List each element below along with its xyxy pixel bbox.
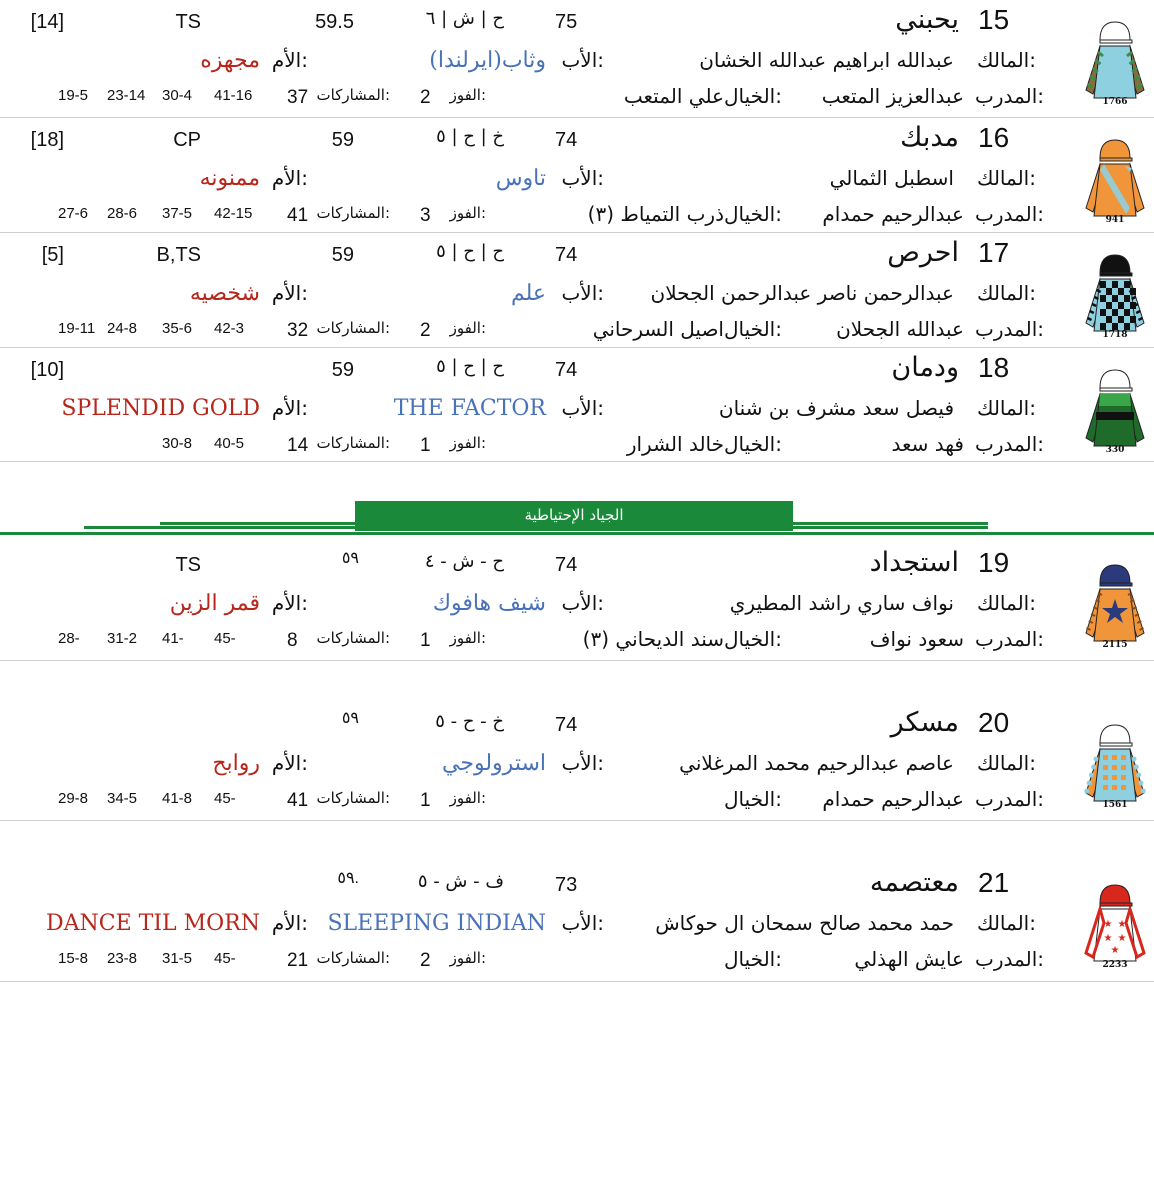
form-figure: 28- — [58, 630, 80, 647]
dam-name: DANCE TIL MORN — [45, 911, 260, 936]
owner-name: عبدالرحمن ناصر عبدالرحمن الجحلان — [650, 281, 954, 305]
form-figure: 42-3 — [214, 320, 245, 337]
sire-name: شيف هافوك — [432, 591, 546, 616]
starts-label: المشاركات: — [316, 949, 390, 967]
trainer-label: المدرب: — [975, 787, 1044, 811]
age-sex: خ - ح - ٥ — [435, 711, 504, 732]
owner-label: المالك: — [976, 396, 1036, 420]
draw: [5] — [41, 244, 64, 266]
form-figure: 29-8 — [58, 790, 89, 807]
form-figure: 45- — [214, 950, 236, 967]
wins: 1 — [420, 435, 431, 456]
jockey-silk-icon — [1080, 243, 1150, 339]
form-figure: 41- — [162, 630, 184, 647]
form-figure: 28-6 — [107, 205, 138, 222]
jockey-label: الخيال: — [724, 787, 782, 811]
horse-number: 15 — [978, 4, 1010, 35]
svg-text:2115: 2115 — [1102, 640, 1128, 649]
jockey-silk-icon — [1080, 358, 1150, 454]
owner-label: المالك: — [976, 751, 1036, 775]
jockey-label: الخيال: — [724, 627, 782, 651]
form-figure: 35-6 — [162, 320, 193, 337]
owner-name: اسطبل الثمالي — [829, 166, 954, 190]
form-figure: 31-5 — [162, 950, 193, 967]
owner-label: المالك: — [976, 281, 1036, 305]
wins-label: الفوز: — [449, 789, 486, 807]
draw: [10] — [30, 359, 64, 381]
jockey-name: سند الديحاني (٣) — [582, 627, 724, 651]
owner-label: المالك: — [976, 48, 1036, 72]
starts: 14 — [287, 435, 309, 456]
dam-label: الأم: — [271, 751, 308, 775]
form-figure: 15-8 — [58, 950, 89, 967]
dam-name: شخصيه — [189, 281, 260, 306]
rating: 75 — [555, 11, 578, 33]
wins-label: الفوز: — [449, 204, 486, 222]
dam-label: الأم: — [271, 591, 308, 615]
equipment: TS — [175, 11, 201, 33]
horse-number: 16 — [978, 122, 1010, 153]
rating: 74 — [555, 359, 578, 381]
jockey-silk-icon — [1080, 10, 1150, 106]
wins: 3 — [420, 205, 431, 226]
svg-text:★: ★ — [1103, 919, 1113, 930]
horse-number: 21 — [978, 867, 1010, 898]
reserve-title: الجياد الإحتياطية — [355, 501, 793, 531]
dam-name: SPLENDID GOLD — [61, 396, 260, 421]
dam-label: الأم: — [271, 166, 308, 190]
weight: ٥٩ — [341, 550, 359, 567]
starts-label: المشاركات: — [316, 319, 390, 337]
equipment: TS — [175, 554, 201, 576]
weight: 59 — [331, 129, 354, 151]
form-figure: 27-6 — [58, 205, 89, 222]
jockey-silk-icon — [1080, 873, 1150, 969]
weight: ٥٩. — [337, 870, 359, 887]
trainer-name: عبدالله الجحلان — [836, 317, 964, 341]
starts: 8 — [287, 630, 298, 651]
jockey-name: ذرب التمياط (٣) — [587, 202, 724, 226]
dam-name: قمر الزين — [169, 591, 260, 616]
form-figure: 37-5 — [162, 205, 193, 222]
reserve-divider — [0, 498, 1154, 538]
svg-text:1718: 1718 — [1102, 330, 1128, 339]
sire-name: SLEEPING INDIAN — [327, 911, 546, 936]
form-figure: 30-4 — [162, 87, 193, 104]
jockey-label: الخيال: — [724, 84, 782, 108]
form-figure: 41-8 — [162, 790, 193, 807]
svg-text:330: 330 — [1105, 445, 1125, 454]
jockey-label: الخيال: — [724, 432, 782, 456]
trainer-name: عبدالعزيز المتعب — [821, 84, 964, 108]
weight: 59 — [331, 359, 354, 381]
trainer-label: المدرب: — [975, 84, 1044, 108]
horse-entry — [0, 118, 1154, 233]
starts-label: المشاركات: — [316, 434, 390, 452]
starts: 41 — [287, 205, 309, 226]
rating: 74 — [555, 714, 578, 736]
jockey-label: الخيال: — [724, 317, 782, 341]
jockey-silk-icon — [1080, 128, 1150, 224]
trainer-label: المدرب: — [975, 627, 1044, 651]
jockey-label: الخيال: — [724, 202, 782, 226]
sire-label: الأب: — [561, 166, 604, 190]
owner-label: المالك: — [976, 911, 1036, 935]
horse-name: استجداد — [869, 547, 959, 578]
trainer-name: فهد سعد — [891, 432, 964, 456]
form-figure: 30-8 — [162, 435, 193, 452]
sire-name: وثاب(ايرلندا) — [429, 48, 546, 73]
starts: 32 — [287, 320, 309, 341]
trainer-name: عبدالرحيم حمدام — [822, 202, 964, 226]
owner-name: حمد محمد صالح سمحان ال حوكاش — [655, 911, 954, 935]
svg-text:941: 941 — [1105, 215, 1125, 224]
horse-number: 17 — [978, 237, 1010, 268]
sire-label: الأب: — [561, 48, 604, 72]
jockey-label: الخيال: — [724, 947, 782, 971]
sire-label: الأب: — [561, 911, 604, 935]
weight: ٥٩ — [341, 710, 359, 727]
draw: [14] — [30, 11, 64, 33]
form-figure: 45- — [214, 790, 236, 807]
form-figure: 42-15 — [214, 205, 253, 222]
owner-name: نواف ساري راشد المطيري — [729, 591, 954, 615]
sire-label: الأب: — [561, 281, 604, 305]
rating: 74 — [555, 554, 578, 576]
rating: 74 — [555, 244, 578, 266]
age-sex: ح - ش - ٤ — [424, 551, 504, 572]
age-sex: ح | ح | ٥ — [436, 241, 504, 262]
starts-label: المشاركات: — [316, 86, 390, 104]
sire-label: الأب: — [561, 396, 604, 420]
sire-label: الأب: — [561, 591, 604, 615]
horse-name: ودمان — [891, 352, 959, 383]
trainer-label: المدرب: — [975, 317, 1044, 341]
form-figure: 23-14 — [107, 87, 146, 104]
age-sex: ح | ش | ٦ — [425, 8, 504, 29]
starts-label: المشاركات: — [316, 789, 390, 807]
age-sex: ح | ح | ٥ — [436, 356, 504, 377]
svg-text:1561: 1561 — [1102, 800, 1128, 809]
draw: [18] — [30, 129, 64, 151]
equipment: CP — [173, 129, 201, 151]
sire-label: الأب: — [561, 751, 604, 775]
wins-label: الفوز: — [449, 434, 486, 452]
rating: 73 — [555, 874, 578, 896]
dam-name: ممنونه — [199, 166, 260, 191]
jockey-name: علي المتعب — [623, 84, 724, 108]
wins-label: الفوز: — [449, 949, 486, 967]
horse-name: احرص — [887, 237, 959, 268]
form-figure: 31-2 — [107, 630, 138, 647]
trainer-label: المدرب: — [975, 432, 1044, 456]
dam-label: الأم: — [271, 911, 308, 935]
sire-name: استرولوجي — [442, 751, 546, 776]
form-figure: 19-5 — [58, 87, 89, 104]
wins: 2 — [420, 950, 431, 971]
trainer-name: عبدالرحيم حمدام — [822, 787, 964, 811]
svg-text:2233: 2233 — [1102, 960, 1128, 969]
starts: 37 — [287, 87, 309, 108]
horse-name: يحبني — [895, 4, 959, 35]
svg-text:1766: 1766 — [1102, 97, 1128, 106]
form-figure: 40-5 — [214, 435, 245, 452]
sire-name: علم — [510, 281, 546, 306]
form-figure: 41-16 — [214, 87, 253, 104]
owner-label: المالك: — [976, 591, 1036, 615]
wins: 2 — [420, 87, 431, 108]
svg-text:★: ★ — [1103, 933, 1113, 944]
jockey-name: خالد الشرار — [626, 432, 724, 456]
svg-text:★: ★ — [1110, 945, 1120, 956]
dam-label: الأم: — [271, 48, 308, 72]
starts-label: المشاركات: — [316, 629, 390, 647]
owner-label: المالك: — [976, 166, 1036, 190]
horse-entry — [0, 863, 1154, 982]
dam-name: روابح — [212, 751, 260, 776]
wins: 1 — [420, 630, 431, 651]
form-figure: 34-5 — [107, 790, 138, 807]
form-figure: 23-8 — [107, 950, 138, 967]
jockey-name: اصيل السرحاني — [592, 317, 724, 341]
svg-text:★: ★ — [1117, 919, 1127, 930]
owner-name: عاصم عبدالرحيم محمد المرغلاني — [679, 751, 954, 775]
horse-name: مدبك — [900, 122, 959, 153]
dam-name: مجهزه — [200, 48, 260, 73]
wins: 2 — [420, 320, 431, 341]
wins-label: الفوز: — [449, 629, 486, 647]
rating: 74 — [555, 129, 578, 151]
form-figure: 45- — [214, 630, 236, 647]
wins: 1 — [420, 790, 431, 811]
horse-entry — [0, 233, 1154, 348]
owner-name: فيصل سعد مشرف بن شنان — [718, 396, 954, 420]
horse-number: 18 — [978, 352, 1010, 383]
horse-entry — [0, 543, 1154, 661]
trainer-label: المدرب: — [975, 947, 1044, 971]
jockey-silk-icon — [1080, 713, 1150, 809]
wins-label: الفوز: — [449, 86, 486, 104]
starts-label: المشاركات: — [316, 204, 390, 222]
trainer-name: سعود نواف — [869, 627, 964, 651]
starts: 21 — [287, 950, 309, 971]
wins-label: الفوز: — [449, 319, 486, 337]
weight: 59.5 — [315, 11, 354, 33]
sire-name: تاوس — [495, 166, 546, 191]
form-figure: 24-8 — [107, 320, 138, 337]
sire-name: THE FACTOR — [393, 396, 546, 421]
weight: 59 — [331, 244, 354, 266]
horse-entry — [0, 348, 1154, 462]
dam-label: الأم: — [271, 281, 308, 305]
age-sex: ف - ش - ٥ — [417, 871, 504, 892]
horse-number: 20 — [978, 707, 1010, 738]
svg-text:★: ★ — [1117, 933, 1127, 944]
starts: 41 — [287, 790, 309, 811]
dam-label: الأم: — [271, 396, 308, 420]
horse-number: 19 — [978, 547, 1010, 578]
trainer-label: المدرب: — [975, 202, 1044, 226]
jockey-silk-icon — [1080, 553, 1150, 649]
form-figure: 19-11 — [58, 320, 96, 337]
horse-name: مسكر — [890, 707, 959, 738]
horse-entry — [0, 0, 1154, 118]
horse-name: معتصمه — [869, 867, 959, 898]
equipment: B,TS — [156, 244, 201, 266]
owner-name: عبدالله ابراهيم عبدالله الخشان — [699, 48, 954, 72]
trainer-name: عايش الهذلي — [854, 947, 964, 971]
age-sex: خ | ح | ٥ — [436, 126, 504, 147]
horse-entry — [0, 703, 1154, 821]
